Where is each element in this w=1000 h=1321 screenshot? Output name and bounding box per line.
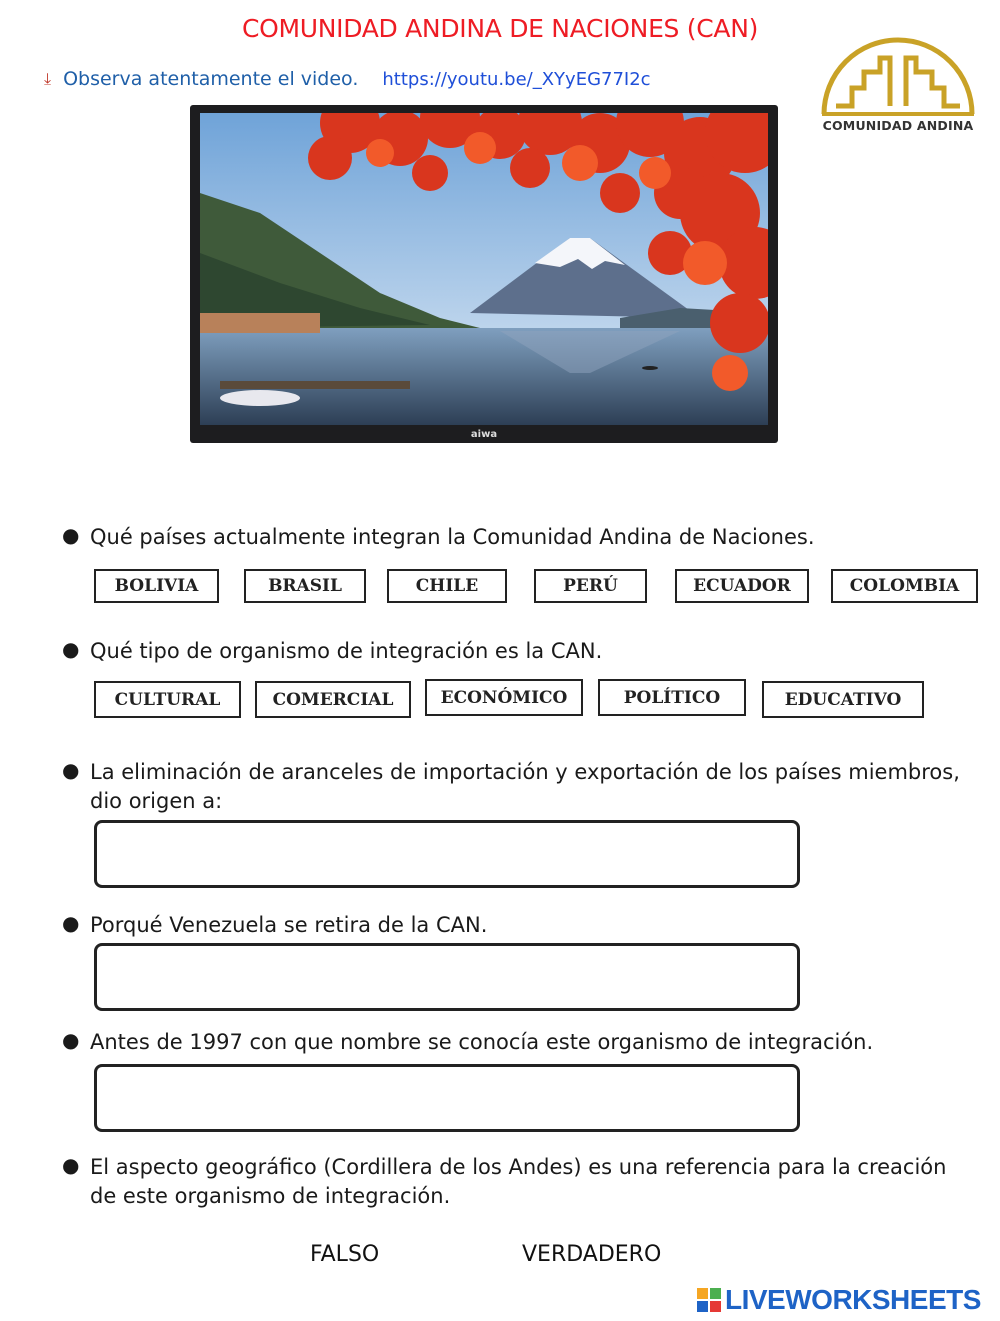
footer-brand: LIVEWORKSHEETS: [725, 1284, 981, 1315]
answer-box-1[interactable]: [94, 820, 800, 888]
option-cultural[interactable]: CULTURAL: [94, 681, 241, 718]
bullet-icon: ●: [62, 911, 80, 935]
option-ecuador[interactable]: ECUADOR: [675, 569, 809, 603]
logo-label: COMUNIDAD ANDINA: [822, 118, 974, 133]
video-link[interactable]: https://youtu.be/_XYyEG77I2c: [382, 68, 651, 90]
page-title: COMUNIDAD ANDINA DE NACIONES (CAN): [241, 14, 759, 43]
question-text: Qué países actualmente integran la Comunidad Andina de Naciones.: [90, 525, 815, 549]
tv-video-frame[interactable]: [190, 105, 778, 443]
bullet-icon: ●: [62, 1028, 80, 1052]
bullet-icon: ●: [62, 637, 80, 661]
instruction-text: Observa atentamente el video.: [63, 68, 359, 90]
option-bolivia[interactable]: BOLIVIA: [94, 569, 219, 603]
tv-brand-logo: aiwa: [470, 429, 498, 440]
question-1: [62, 523, 815, 552]
bullet-icon: ●: [62, 523, 80, 547]
option-colombia[interactable]: COLOMBIA: [831, 569, 978, 603]
instruction-line: [44, 68, 651, 90]
bullet-icon: ●: [62, 758, 80, 782]
option-brasil[interactable]: BRASIL: [244, 569, 366, 603]
answer-box-3[interactable]: [94, 1064, 800, 1132]
question-6: [62, 1153, 972, 1211]
option-comercial[interactable]: COMERCIAL: [255, 681, 411, 718]
question-text: Porqué Venezuela se retira de la CAN.: [90, 913, 488, 937]
choice-verdadero[interactable]: VERDADERO: [522, 1242, 662, 1267]
question-5: [62, 1028, 873, 1057]
question-2: [62, 637, 602, 666]
answer-box-2[interactable]: [94, 943, 800, 1011]
liveworksheets-icon: [697, 1288, 721, 1312]
arrow-bullet-icon: ⤓: [44, 69, 52, 88]
option-chile[interactable]: CHILE: [387, 569, 507, 603]
option-peru[interactable]: PERÚ: [534, 569, 647, 603]
question-3: [62, 758, 972, 816]
liveworksheets-footer: [697, 1284, 981, 1316]
question-text: La eliminación de aranceles de importación y exportación de los países miembros, dio origen a:: [90, 760, 960, 813]
landscape-image: [200, 113, 768, 425]
question-text: Antes de 1997 con que nombre se conocía este organismo de integración.: [90, 1030, 874, 1054]
option-educativo[interactable]: EDUCATIVO: [762, 681, 924, 718]
question-text: Qué tipo de organismo de integración es la CAN.: [90, 639, 603, 663]
option-economico[interactable]: ECONÓMICO: [425, 679, 583, 716]
option-politico[interactable]: POLÍTICO: [598, 679, 746, 716]
question-4: [62, 911, 487, 940]
choice-falso[interactable]: FALSO: [310, 1242, 380, 1267]
bullet-icon: ●: [62, 1153, 80, 1177]
question-text: El aspecto geográfico (Cordillera de los Andes) es una referencia para la creación de este organismo de integración.: [90, 1155, 947, 1208]
